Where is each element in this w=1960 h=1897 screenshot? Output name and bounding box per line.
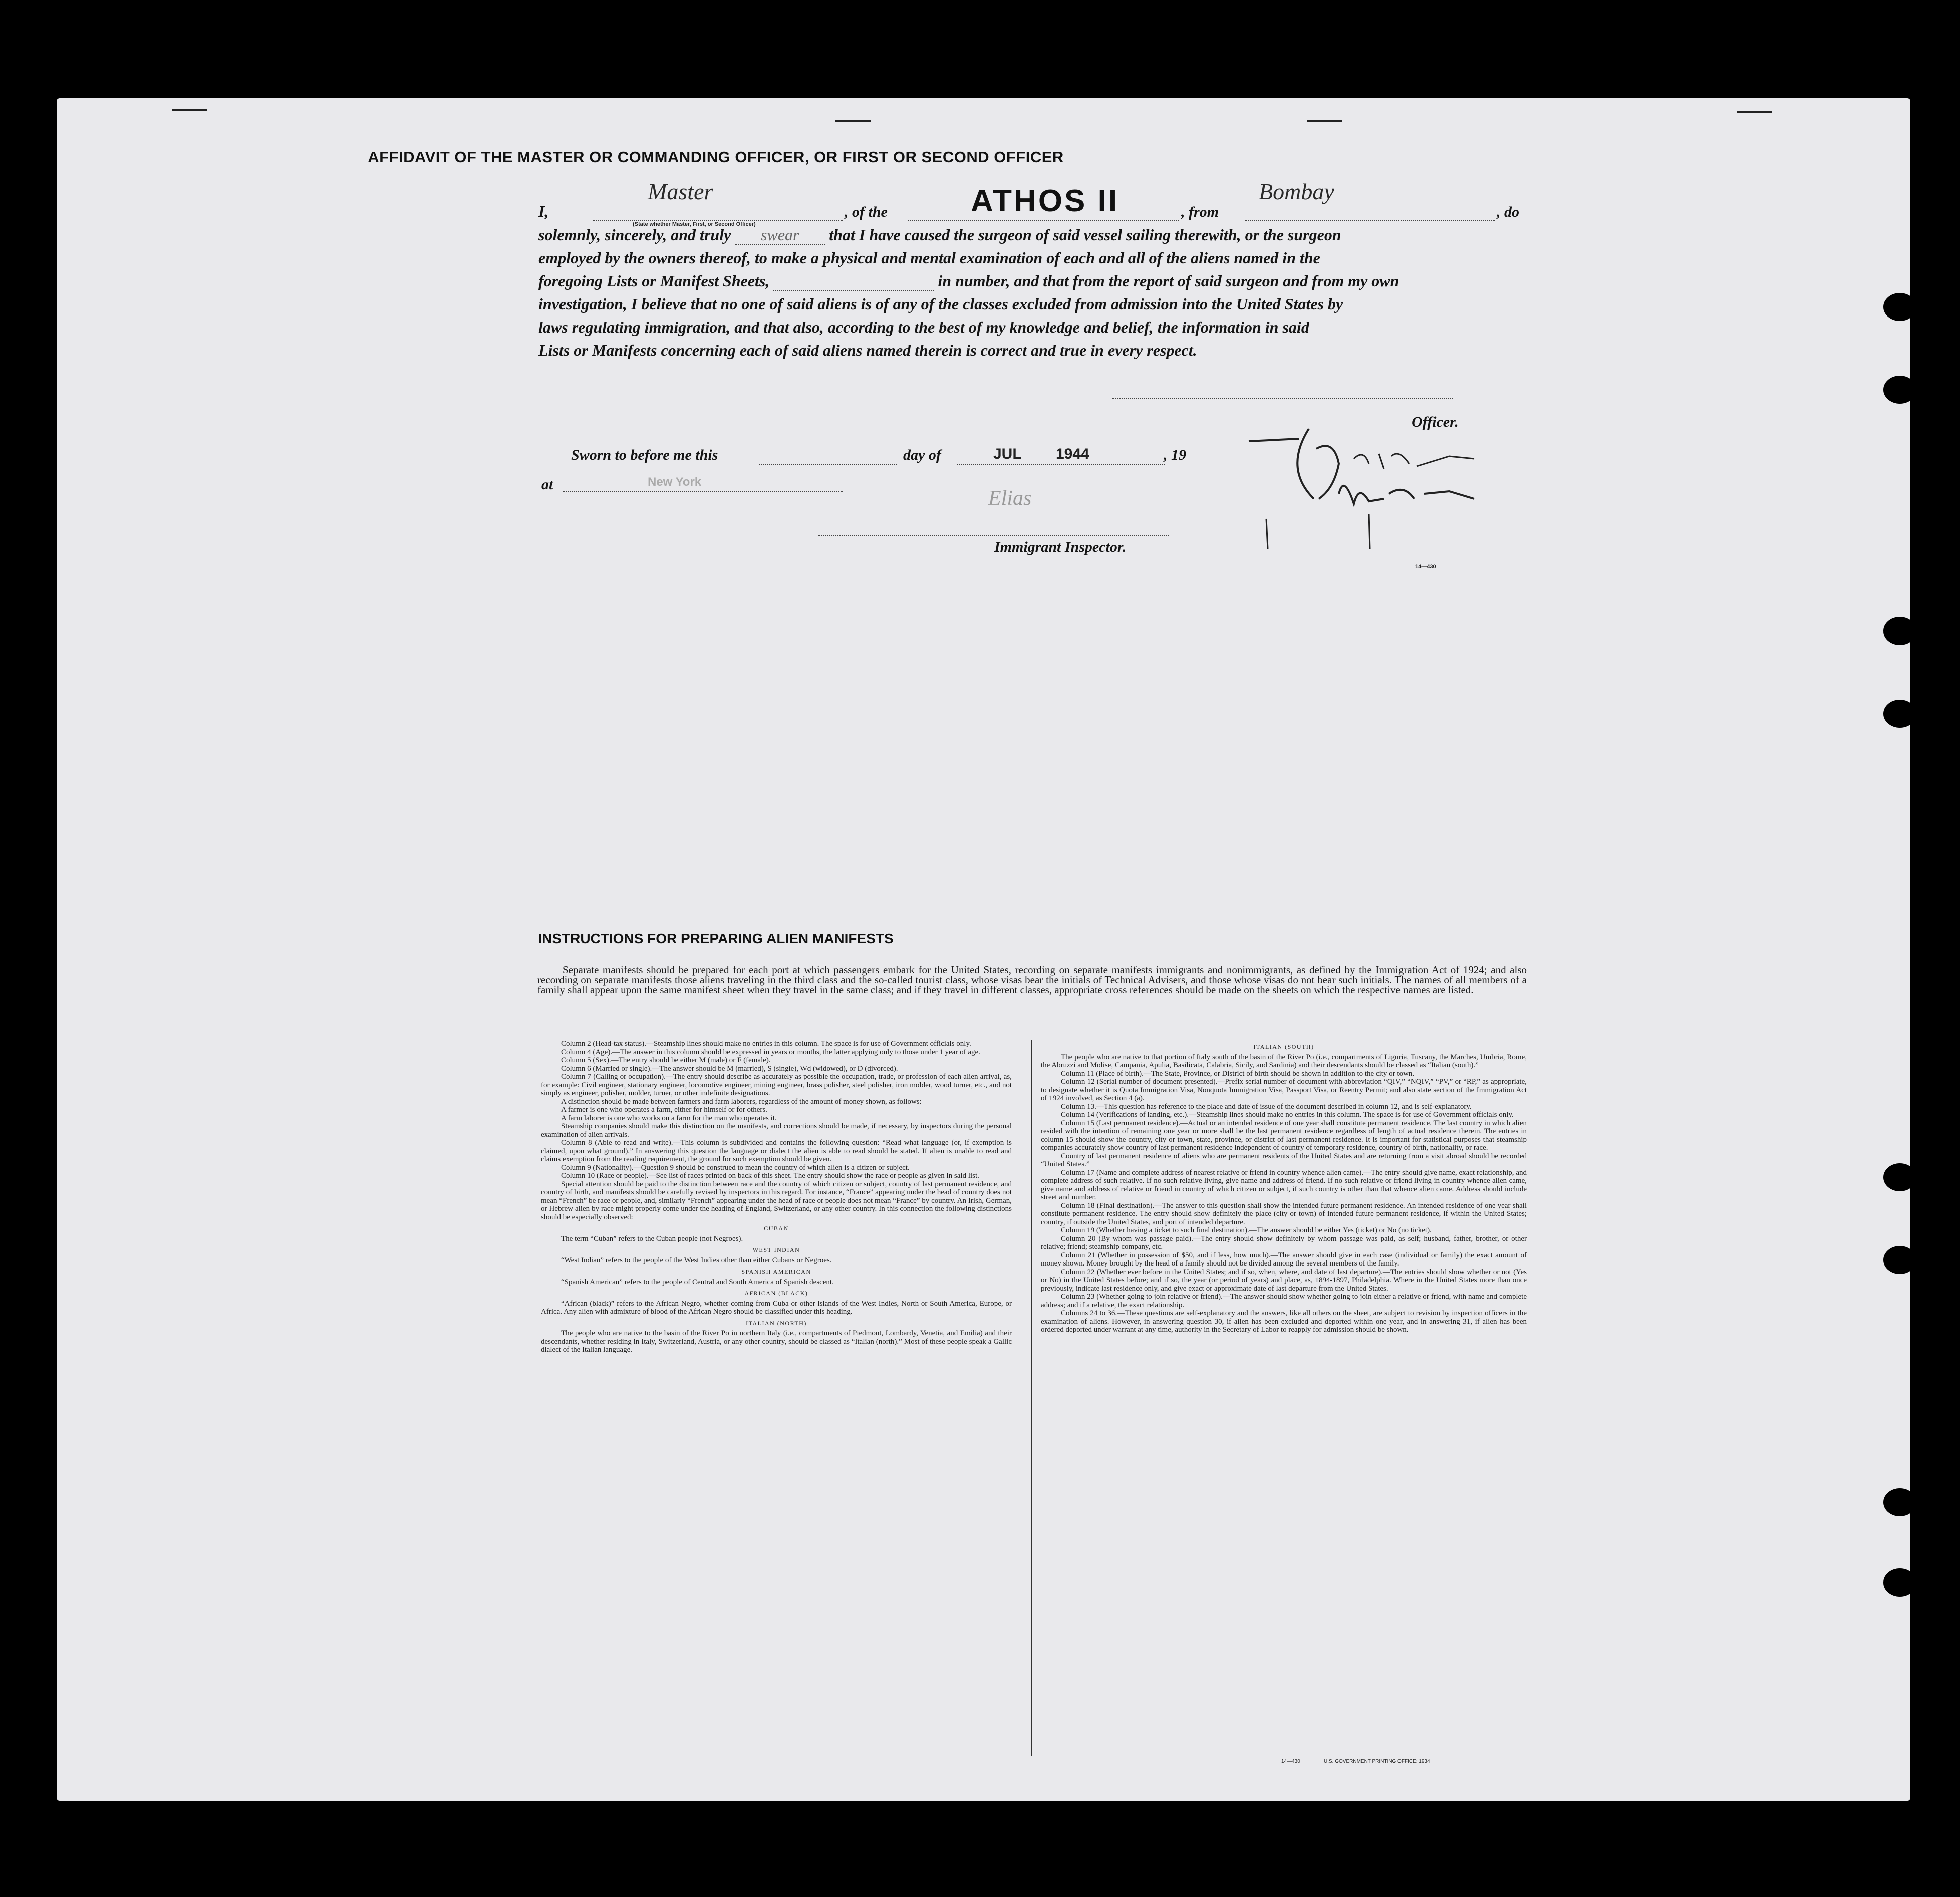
- right-paragraph: Column 12 (Serial number of document presented).—Prefix serial number of document with abbreviation “QIV,” “NQIV,” “PV,” or “RP,” as appropriate, to designate whether it is Quota Immigration Visa, Nonquota Immigration Visa, Passport Visa, or Reentry Permit; and also state section of the Immigration Act of 1924 involved, as Section 4 (a).: [1041, 1078, 1527, 1102]
- binder-hole: [1883, 376, 1916, 404]
- left-paragraph: Steamship companies should make this distinction on the manifests, and corrections should be made, if necessary, by inspectors during the personal examination of alien arrivals.: [541, 1122, 1012, 1139]
- affidavit-line-4: foregoing Lists or Manifest Sheets, in number, and that from the report of said surgeon and from my own: [538, 272, 1399, 291]
- scan-mark: [835, 120, 871, 122]
- italian-south-heading: ITALIAN (SOUTH): [1253, 1043, 1314, 1050]
- right-paragraph: Column 23 (Whether going to join relative or friend).—The answer should show whether going to join either a relative or friend, with name and complete address; and if a relative, the exact relationship.: [1041, 1293, 1527, 1309]
- affidavit-line-3: employed by the owners thereof, to make a physical and mental examination of each and all of the aliens named in the: [538, 249, 1320, 267]
- manifest-page: [57, 98, 1910, 1801]
- left-paragraph: Column 9 (Nationality).—Question 9 should be construed to mean the country of which alien is a citizen or subject.: [561, 1163, 910, 1172]
- affidavit-line-1: I,: [538, 202, 549, 220]
- form-number: 14—430: [1415, 564, 1436, 570]
- ship-field[interactable]: [908, 220, 1179, 221]
- year-stamp: 1944: [1056, 446, 1089, 462]
- officer-rank-field[interactable]: [593, 220, 843, 221]
- left-paragraph: A farm laborer is one who works on a farm for the man who operates it.: [561, 1114, 777, 1122]
- african-heading: AFRICAN (BLACK): [744, 1290, 808, 1297]
- instructions-right-column: [1041, 1040, 1527, 1334]
- instructions-intro: Separate manifests should be prepared for each port at which passengers embark for the United States, recording on separate manifests immigrants and nonimmigrants, as defined by the Immigration Act of 1924; and also recording on separate manifests those aliens traveling in the third class and the so-called tourist class, whose visas bear the initials of Technical Advisers, and those whose visas do not bear such initials. The names of all members of a family shall appear upon the same manifest sheet when they travel in the same class; and if they travel in different classes, appropriate cross references should be made on the sheets on which the respective names are listed.: [537, 964, 1527, 996]
- footer-printer: U.S. GOVERNMENT PRINTING OFFICE: 1934: [1324, 1759, 1430, 1764]
- right-paragraph: Country of last permanent residence of aliens who are permanent residents of the United States and are returning from a visit abroad should be recorded “United States.”: [1041, 1152, 1527, 1168]
- binder-hole: [1883, 700, 1916, 728]
- place-stamp: New York: [648, 475, 702, 489]
- affidavit-line-7: Lists or Manifests concerning each of said aliens named therein is correct and true in every respect.: [538, 341, 1197, 359]
- master-signature-text: [1369, 469, 1426, 492]
- left-paragraph: Column 4 (Age).—The answer in this column should be expressed in years or months, the latter applying only to those under 1 year of age.: [561, 1048, 980, 1056]
- right-paragraph: The people who are native to that portion of Italy south of the basin of the River Po (i.e., compartments of Liguria, Tuscany, the Marches, Umbria, Rome, the Abruzzi and Molise, Campania, Apulia, Basilicata, Calabria, Sicily, and Sardinia) and their descendants should be classed as “Italian (south).”: [1041, 1053, 1527, 1069]
- month-field[interactable]: [957, 464, 1165, 465]
- column-divider: [1031, 1040, 1032, 1756]
- do-label: , do: [1497, 204, 1519, 220]
- west-indian-text: “West Indian” refers to the people of the West Indies other than either Cubans or Negroes.: [561, 1256, 832, 1264]
- cuban-heading: CUBAN: [764, 1225, 789, 1232]
- at-label: at: [541, 476, 553, 493]
- instructions-left-column: [541, 1040, 1012, 1354]
- left-paragraph: Column 7 (Calling or occupation).—The entry should describe as accurately as possible the occupation, trade, or profession of each alien arrival, as, for example: Civil engineer, stationary engineer, locomotive engineer, mining engineer, brass polisher, steel polisher, iron molder, wood turner, etc., and not simply as engineer, polisher, molder, turner, or other indefinite designations.: [541, 1073, 1012, 1097]
- day-of-label: day of: [903, 447, 941, 463]
- officer-signature-line[interactable]: [1112, 398, 1453, 399]
- cuban-text: The term “Cuban” refers to the Cuban people (not Negroes).: [561, 1234, 743, 1243]
- instructions-title: INSTRUCTIONS FOR PREPARING ALIEN MANIFESTS: [538, 931, 894, 946]
- affidavit-line-5: investigation, I believe that no one of said aliens is of any of the classes excluded from admission into the United States by: [538, 295, 1343, 313]
- right-paragraph: Column 18 (Final destination).—The answer to this question shall show the intended future permanent residence. An intended residence of one year shall constitute permanent residence. The entry should show definitely the place (city or town) of intended future permanent residence, if within the United States; country, if outside the United States, and port of intended departure.: [1041, 1201, 1527, 1226]
- left-paragraph: Special attention should be paid to the distinction between race and the country of which citizen or subject, country of last permanent residence, and country of birth, and manifests should be carefully revised by inspectors in this regard. For instance, “France” appearing under the head of country does not mean “French” be race or people, and, similarly “French” appearing under the head of race or people does not mean “France” by country. An Irish, German, or Hebrew alien by race might properly come under the heading of England, Switzerland, or any other country. In this connection the following distinctions should be especially observed:: [541, 1180, 1012, 1221]
- ship-name-stamp: ATHOS II: [971, 184, 1119, 218]
- left-paragraph: A distinction should be made between farmers and farm laborers, regardless of the amount of money shown, as follows:: [561, 1097, 922, 1106]
- month-stamp: JUL: [993, 446, 1022, 462]
- right-paragraph: Column 17 (Name and complete address of nearest relative or friend in country whence alien came).—The entry should give name, exact relationship, and complete address of such relative. If no such relative living, give name and address of friend. If no such relative or friend living in country whence alien came, give name and address of relative or friend in country of which citizen or subject, if such country is other than that whence alien came. Address should include street and number.: [1041, 1168, 1527, 1201]
- right-paragraph: Column 22 (Whether ever before in the United States; and if so, when, where, and date of last departure).—The entries should show whether or not (Yes or No) in the United States before; and if so, the year (or period of years) and place, as, 1894-1897, Philadelphia. Where in the United States more than once previously, indicate last residence only, and give exact or approximate date of last departure from the United States.: [1041, 1268, 1527, 1293]
- swear-field[interactable]: swear: [735, 226, 825, 245]
- officer-rank-note: (State whether Master, First, or Second Officer): [633, 221, 756, 227]
- right-paragraph: Column 13.—This question has reference to the place and date of issue of the document described in column 12, and is self-explanatory.: [1061, 1102, 1472, 1111]
- left-paragraph: Column 10 (Race or people).—See list of races printed on back of this sheet. The entry should show the race or people as given in said list.: [561, 1172, 979, 1180]
- scan-mark: [1737, 111, 1772, 113]
- left-paragraph: Column 6 (Married or single).—The answer should be M (married), S (single), Wd (widowed), or D (divorced).: [561, 1064, 898, 1073]
- officer-label: Officer.: [1412, 414, 1459, 430]
- right-paragraph: Column 11 (Place of birth).—The State, Province, or District of birth should be shown in addition to the city or town.: [1061, 1069, 1415, 1078]
- inspector-label: Immigrant Inspector.: [994, 539, 1127, 555]
- binder-hole: [1883, 1163, 1916, 1191]
- italian-north-heading: ITALIAN (NORTH): [746, 1319, 807, 1327]
- right-paragraph: Column 14 (Verifications of landing, etc.).—Steamship lines should make no entries in this column. The space is for use of Government officials only.: [1061, 1111, 1514, 1119]
- italian-north-text: The people who are native to the basin of the River Po in northern Italy (i.e., compartments of Piedmont, Lombardy, Venetia, and Emilia) and their descendants, whether residing in Italy, Switzerland, Austria, or any other country, should be classed as “Italian (north).” Most of these people speak a Gallic dialect of the Italian language.: [541, 1329, 1012, 1354]
- right-paragraph: Column 15 (Last permanent residence).—Actual or an intended residence of one year shall constitute permanent residence. The last country in which alien resided with the intention of remaining one year or more shall be the last permanent residence regardless of length of actual residence therein. The entries in column 15 should show the country, city or town, state, province, or district of last permanent residence. It is important for statistical purposes that steamship companies accurately show country of last permanent residence independent of country of temporary residence, country of birth, nationality, or race.: [1041, 1119, 1527, 1152]
- number-field[interactable]: [773, 272, 934, 291]
- port-from-field[interactable]: [1245, 220, 1495, 221]
- affidavit-line-6: laws regulating immigration, and that also, according to the best of my knowledge and belief, the information in said: [538, 318, 1309, 336]
- left-paragraph: A farmer is one who operates a farm, either for himself or for others.: [561, 1106, 767, 1114]
- african-text: “African (black)” refers to the African Negro, whether coming from Cuba or other islands of the West Indies, North or South America, Europe, or Africa. Any alien with admixture of blood of the African Negro should be classified under this heading.: [541, 1299, 1012, 1316]
- binder-hole: [1883, 1246, 1916, 1274]
- place-field[interactable]: [563, 491, 843, 492]
- right-paragraph: Columns 24 to 36.—These questions are self-explanatory and the answers, like all others on the sheet, are subject to revision by inspection officers in the examination of aliens. However, in answering question 30, if alien has been excluded and deported within one year, and in answering 31, if alien has been ordered deported under warrant at any time, authority in the Secretary of Labor to reapply for admission should be shown.: [1041, 1309, 1527, 1334]
- left-paragraph: Column 5 (Sex).—The entry should be either M (male) or F (female).: [561, 1056, 771, 1064]
- sworn-label: Sworn to before me this: [571, 447, 718, 463]
- right-paragraph: Column 21 (Whether in possession of $50, and if less, how much).—The answer should give in each case (individual or family) the exact amount of money shown. Money brought by the head of a family should not be divided among the several members of the family.: [1041, 1251, 1527, 1268]
- west-indian-heading: WEST INDIAN: [752, 1246, 800, 1253]
- scan-mark: [172, 109, 207, 111]
- footer-form-number: 14—430: [1281, 1759, 1300, 1764]
- scan-mark: [1307, 120, 1342, 122]
- right-paragraph: Column 19 (Whether having a ticket to such final destination).—The answer should be either Yes (ticket) or No (no ticket).: [1061, 1226, 1432, 1234]
- binder-hole: [1883, 617, 1916, 645]
- from-label: , from: [1181, 204, 1219, 220]
- binder-hole: [1883, 1488, 1916, 1516]
- spanish-american-heading: SPANISH AMERICAN: [741, 1268, 811, 1275]
- nineteen-label: , 19: [1164, 447, 1186, 463]
- port-from-handwriting: Bombay: [1259, 179, 1334, 204]
- affidavit-line-2: solemnly, sincerely, and truly swear that I have caused the surgeon of said vessel sailing therewith, or the surgeon: [538, 226, 1341, 245]
- binder-hole: [1883, 293, 1916, 321]
- officer-rank-handwriting: Master: [648, 179, 713, 204]
- left-paragraph: Column 2 (Head-tax status).—Steamship lines should make no entries in this column. The space is for use of Government officials only.: [561, 1040, 971, 1048]
- affidavit-title: AFFIDAVIT OF THE MASTER OR COMMANDING OFFICER, OR FIRST OR SECOND OFFICER: [368, 148, 1064, 166]
- left-paragraph: Column 8 (Able to read and write).—This column is subdivided and contains the following question: “Read what language (or, if exemption is claimed, upon what ground).” In answering this question the language or dialect the alien is able to read should be stated. If alien is unable to read and claims exemption from the reading requirement, the ground for such exemption should be given.: [541, 1139, 1012, 1163]
- of-the-label: , of the: [845, 204, 888, 220]
- spanish-american-text: “Spanish American” refers to the people of Central and South America of Spanish descent.: [561, 1278, 834, 1286]
- right-paragraph: Column 20 (By whom was passage paid).—The entry should show definitely by whom passage was paid, as self; husband, father, brother, or other relative; friend; steamship company, etc.: [1041, 1234, 1527, 1251]
- sworn-day-field[interactable]: [759, 464, 897, 465]
- binder-hole: [1883, 1568, 1916, 1597]
- inspector-signature: Elias: [988, 487, 1032, 510]
- inspector-signature-line[interactable]: [818, 535, 1169, 536]
